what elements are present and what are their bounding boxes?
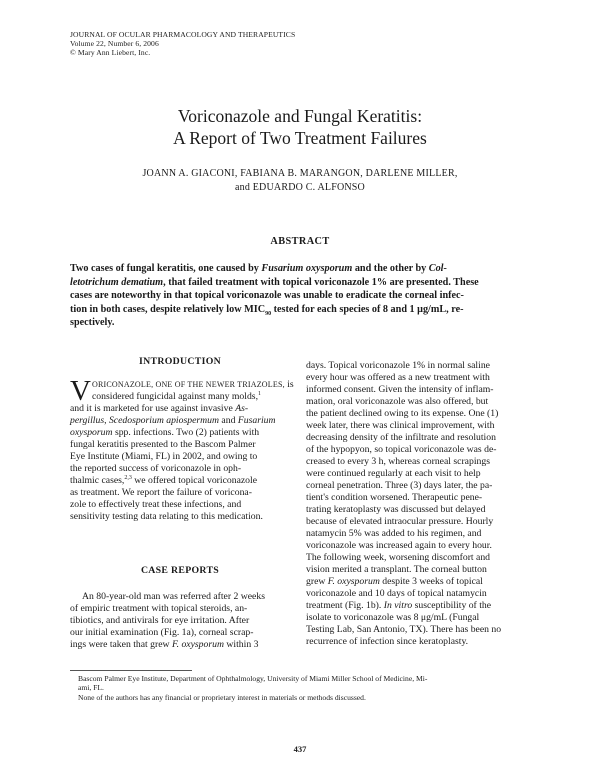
- body-line: fungal keratitis presented to the Bascom Palmer: [70, 439, 256, 450]
- abstract-text-span: tested for each species of 8 and 1 μg/mL, re-: [271, 303, 464, 315]
- drop-cap: V: [70, 375, 91, 407]
- body-span: within 3: [223, 639, 259, 650]
- body-span: and: [219, 415, 238, 426]
- body-line: vision merited a transplant. The corneal button: [306, 564, 487, 575]
- body-line: voriconazole was increased again to every hour.: [306, 540, 492, 551]
- species-name: oxysporum: [70, 427, 113, 438]
- footnote: [78, 674, 533, 702]
- species-name: As-: [235, 403, 249, 414]
- body-span: thalmic cases,: [70, 475, 125, 486]
- body-span: is: [284, 379, 294, 390]
- body-line: week later, there was clinical improvement, with: [306, 420, 495, 431]
- abstract-text-span: , that failed treatment with topical voriconazole 1% are presented. These: [163, 276, 479, 288]
- body-line: because of elevated intraocular pressure. Hourly: [306, 516, 494, 527]
- abstract-text-span: Two cases of fungal keratitis, one caused by: [70, 263, 262, 274]
- introduction-heading: INTRODUCTION: [139, 356, 221, 367]
- body-span: we offered topical voriconazole: [131, 475, 258, 486]
- abstract-species-name: Fusarium oxysporum: [261, 263, 353, 274]
- species-name: Scedosporium apiospermum: [108, 415, 219, 426]
- body-line: recurrence of infection since keratoplasty.: [306, 636, 469, 647]
- body-line: tibiotics, and antivirals for eye irritation. After: [70, 615, 250, 626]
- title-line-2: A Report of Two Treatment Failures: [173, 128, 427, 148]
- small-caps-lead: ORICONAZOLE, ONE OF THE NEWER TRIAZOLES,: [92, 380, 285, 389]
- body-line: every hour was offered as a new treatment with: [306, 372, 490, 383]
- body-span: ings were taken that grew: [70, 639, 172, 650]
- body-line: isolate to voriconazole was 8 μg/mL (Fungal: [306, 612, 480, 623]
- case-reports-heading: CASE REPORTS: [140, 565, 220, 576]
- body-span: and it is marketed for use against invasive: [70, 403, 236, 414]
- body-line: [70, 403, 290, 415]
- body-span: despite 3 weeks of topical: [379, 576, 483, 587]
- body-line: [306, 576, 528, 588]
- abstract-text-span: tion in both cases, despite relatively low MIC: [70, 303, 266, 315]
- body-line: Eye Institute (Miami, FL) in 2002, and owing to: [70, 451, 258, 462]
- body-line: voriconazole and 10 days of topical natamycin: [306, 588, 487, 599]
- abstract-text-span: and the other by: [352, 263, 429, 274]
- species-name: F. oxysporum: [171, 639, 224, 650]
- journal-header: [70, 30, 390, 58]
- body-span: treatment (Fig. 1b).: [306, 600, 384, 611]
- abstract-text: [70, 262, 530, 330]
- body-span: spp. infections. Two (2) patients with: [112, 427, 260, 438]
- body-line: [70, 391, 290, 403]
- footnote-affiliation-line-1: Bascom Palmer Eye Institute, Department of Ophthalmology, University of Miami Miller School of Medicine, Mi-: [78, 674, 428, 683]
- body-line: creased to every 3 h, whereas corneal scrapings: [306, 456, 490, 467]
- abstract-species-name: Col-: [428, 263, 447, 274]
- body-line: the reported success of voriconazole in oph-: [70, 463, 242, 474]
- mic-subscript: 90: [265, 310, 272, 317]
- reference-superscript: 1: [258, 390, 261, 397]
- body-line: [70, 427, 290, 439]
- footnote-affiliation-line-2: ami, FL.: [78, 683, 104, 693]
- body-line: our initial examination (Fig. 1a), corneal scrap-: [70, 627, 254, 638]
- body-line: The following week, worsening discomfort and: [306, 552, 491, 563]
- species-name: pergillus: [70, 415, 105, 426]
- body-line: the patient declined owing to its expense. One (1): [306, 408, 499, 419]
- body-line: of empiric treatment with topical steroids, an-: [70, 603, 248, 614]
- body-line: [70, 475, 290, 487]
- authors-line-1: JOANN A. GIACONI, FABIANA B. MARANGON, DARLENE MILLER,: [142, 168, 458, 179]
- body-line: An 80-year-old man was referred after 2 weeks: [82, 591, 265, 602]
- introduction-body: [70, 375, 294, 523]
- body-span: grew: [306, 576, 328, 587]
- body-line: were continued regularly at each visit to help: [306, 468, 481, 479]
- article-title: [60, 105, 540, 149]
- title-line-1: Voriconazole and Fungal Keratitis:: [177, 106, 423, 126]
- body-line: [70, 415, 290, 427]
- right-column-body: [306, 360, 528, 648]
- body-line: trating keratoplasty was discussed but delayed: [306, 504, 486, 515]
- body-line: as treatment. We report the failure of voricona-: [70, 487, 252, 498]
- body-span: ,: [104, 415, 109, 426]
- body-line: mation, oral voriconazole was also offered, but: [306, 396, 489, 407]
- case-reports-body: [70, 591, 290, 651]
- body-span: considered fungicidal against many molds,: [92, 391, 258, 402]
- species-name: F. oxysporum: [327, 576, 380, 587]
- abstract-line: spectively.: [70, 317, 115, 328]
- abstract-heading: ABSTRACT: [270, 236, 330, 247]
- body-line: zole to effectively treat these infections, and: [70, 499, 242, 510]
- abstract-line: [70, 276, 530, 290]
- journal-volume: Volume 22, Number 6, 2006: [70, 39, 159, 49]
- body-line: Testing Lab, San Antonio, TX). There has been no: [306, 624, 502, 635]
- body-line: corneal penetration. Three (3) days later, the pa-: [306, 480, 493, 491]
- body-line: days. Topical voriconazole 1% in normal saline: [306, 360, 490, 371]
- species-name: Fusarium: [237, 415, 276, 426]
- body-line: informed consent. Given the intensity of inflam-: [306, 384, 494, 395]
- abstract-species-name: letotrichum dematium: [70, 276, 164, 288]
- abstract-line: [70, 262, 530, 276]
- body-line: [306, 600, 528, 612]
- italic-term: In vitro: [383, 600, 413, 611]
- authors-line-2: and EDUARDO C. ALFONSO: [235, 182, 365, 193]
- page-number: 437: [293, 744, 307, 754]
- body-line: decreasing density of the infiltrate and resolution: [306, 432, 496, 443]
- journal-name: JOURNAL OF OCULAR PHARMACOLOGY AND THERAPEUTICS: [70, 30, 296, 39]
- body-line: tient's condition worsened. Therapeutic pene-: [306, 492, 483, 503]
- authors: [60, 167, 540, 195]
- footnote-disclosure: None of the authors has any financial or proprietary interest in materials or methods discussed.: [78, 692, 366, 702]
- abstract-line: cases are noteworthy in that topical voriconazole was unable to eradicate the corneal infec-: [70, 290, 464, 301]
- body-line: natamycin 5% was added to his regimen, and: [306, 528, 482, 539]
- footnote-divider: [70, 670, 192, 671]
- body-line: of the hypopyon, so topical voriconazole was de-: [306, 444, 497, 455]
- body-line: sensitivity testing data relating to this medication.: [70, 511, 263, 522]
- journal-copyright: © Mary Ann Liebert, Inc.: [70, 48, 151, 58]
- reference-superscript: 2,3: [124, 474, 132, 481]
- abstract-line: [70, 303, 530, 317]
- body-span: susceptibility of the: [412, 600, 492, 611]
- body-line: [70, 379, 294, 391]
- body-line: [70, 639, 290, 651]
